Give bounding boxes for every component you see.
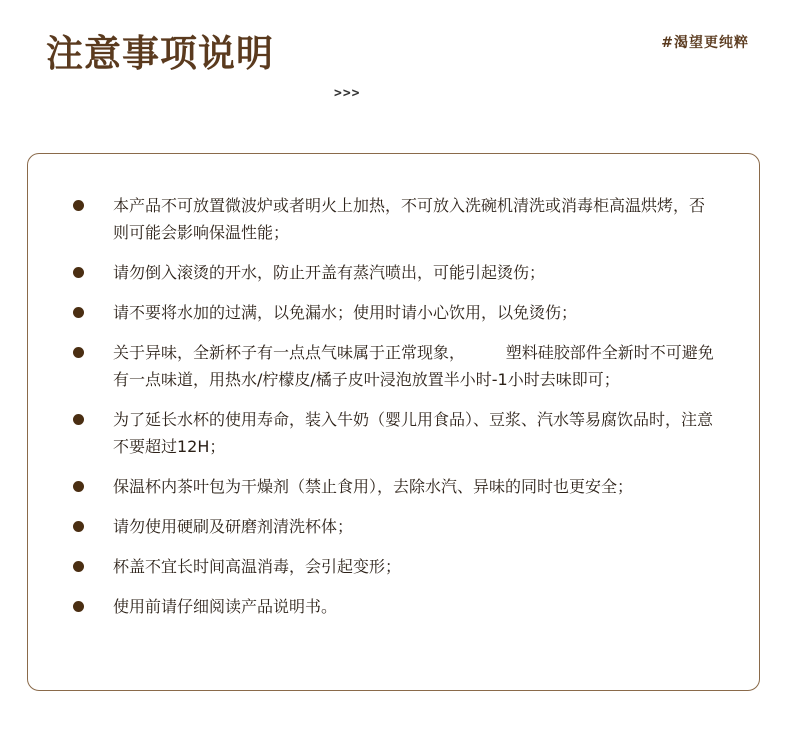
- bullet-icon: [73, 347, 84, 358]
- notice-text: 使用前请仔细阅读产品说明书。: [113, 597, 338, 616]
- bullet-icon: [73, 200, 84, 211]
- notice-text: 关于异味，全新杯子有一点点气味属于正常现象， 塑料硅胶部件全新时不可避免有一点味道，用热水/柠檬皮/橘子皮叶浸泡放置半小时-1小时去味即可；: [113, 343, 714, 389]
- notice-text: 请勿使用硬刷及研磨剂清洗杯体；: [113, 517, 354, 536]
- hashtag-label: #渴望更纯粹: [661, 35, 749, 51]
- page-title: 注意事项说明: [46, 32, 274, 75]
- notice-item: [28, 299, 759, 326]
- notice-text: 为了延长水杯的使用寿命，装入牛奶（婴儿用食品）、豆浆、汽水等易腐饮品时，注意不要超过12H；: [113, 410, 714, 456]
- notice-text: 本产品不可放置微波炉或者明火上加热，不可放入洗碗机清洗或消毒柜高温烘烤，否则可能会影响保温性能；: [113, 196, 706, 242]
- notice-text: 保温杯内茶叶包为干燥剂（禁止食用），去除水汽、异味的同时也更安全；: [113, 477, 634, 496]
- notice-box: [27, 153, 760, 691]
- bullet-icon: [73, 481, 84, 492]
- notice-item: [28, 593, 759, 620]
- bullet-icon: [73, 414, 84, 425]
- notice-item: [28, 473, 759, 500]
- chevron-arrows-icon: >>>: [334, 86, 361, 101]
- notice-item: [28, 553, 759, 580]
- bullet-icon: [73, 561, 84, 572]
- notice-item: [28, 406, 759, 460]
- notice-item: [28, 513, 759, 540]
- notice-text: 杯盖不宜长时间高温消毒，会引起变形；: [113, 557, 402, 576]
- notice-text: 请不要将水加的过满，以免漏水；使用时请小心饮用，以免烫伤；: [113, 303, 578, 322]
- notice-item: [28, 339, 759, 393]
- notice-text: 请勿倒入滚烫的开水，防止开盖有蒸汽喷出，可能引起烫伤；: [113, 263, 546, 282]
- bullet-icon: [73, 307, 84, 318]
- bullet-icon: [73, 601, 84, 612]
- bullet-icon: [73, 267, 84, 278]
- bullet-icon: [73, 521, 84, 532]
- notice-item: [28, 192, 759, 246]
- notice-item: [28, 259, 759, 286]
- notice-list: [28, 192, 759, 633]
